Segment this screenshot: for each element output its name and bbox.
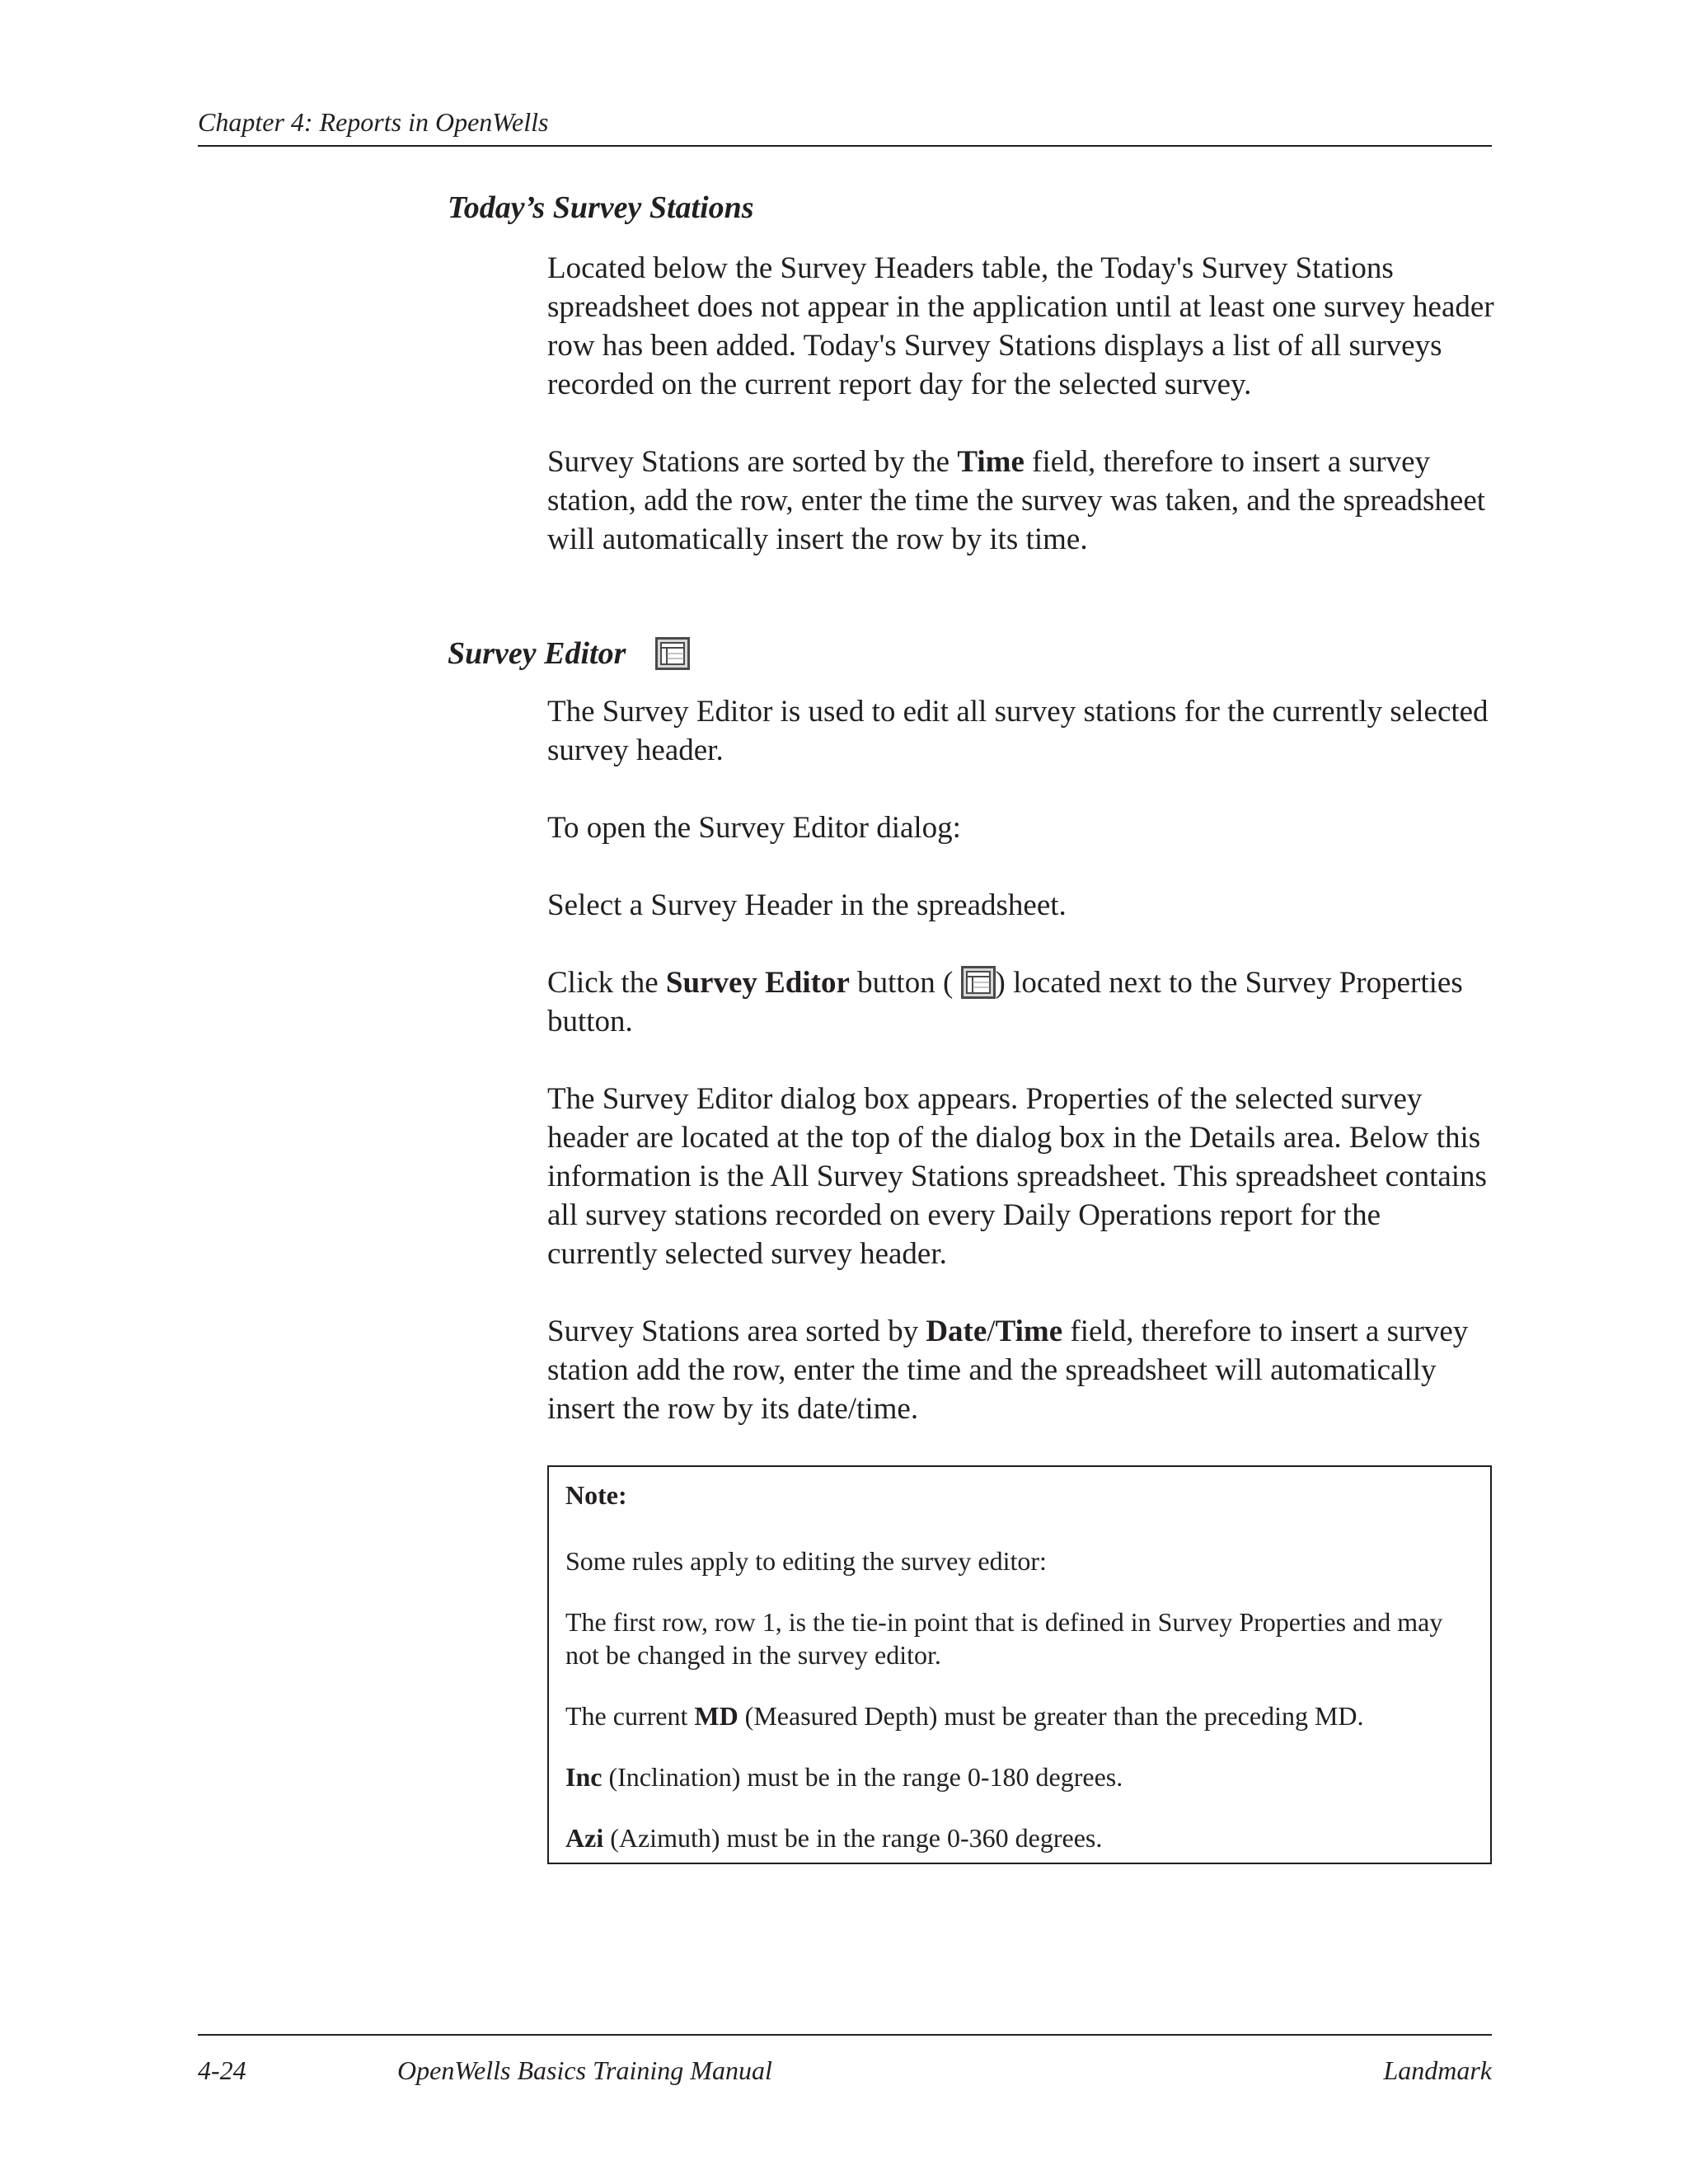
paragraph-text: Survey Stations are sorted by the [547, 445, 958, 479]
paragraph [547, 443, 1495, 559]
section-body-todays-survey-stations [547, 249, 1495, 559]
note-term-inc: Inc [565, 1762, 603, 1792]
section-heading-text: Today’s Survey Stations [448, 190, 754, 225]
survey-editor-label: Survey Editor [665, 966, 850, 1000]
company-name: Landmark [1383, 2055, 1492, 2085]
note-box [547, 1465, 1492, 1864]
note-intro: Some rules apply to editing the survey editor: [565, 1546, 1047, 1576]
note-text: (Azimuth) must be in the range 0-360 degrees. [603, 1823, 1103, 1853]
field-name-date: Date [926, 1315, 987, 1348]
note-title: Note: [565, 1480, 627, 1510]
manual-title: OpenWells Basics Training Manual [397, 2055, 772, 2085]
page-number: 4-24 [198, 2055, 246, 2085]
paragraph [547, 249, 1495, 404]
chapter-title: Chapter 4: Reports in OpenWells [198, 107, 549, 137]
paragraph-text: The Survey Editor is used to edit all survey stations for the currently selected survey header. [547, 695, 1489, 767]
section-heading-text: Survey Editor [448, 636, 626, 671]
note-text: (Inclination) must be in the range 0-180 degrees. [602, 1762, 1123, 1792]
paragraph [547, 1312, 1495, 1428]
paragraph-text: The Survey Editor dialog box appears. Properties of the selected survey header are located at the top of the dialog box in the Details area. Below this information is the All Survey Stations spreadsheet. This spreadsheet contains all survey stations recorded on every Daily Operations report for the currently selected survey header. [547, 1082, 1487, 1271]
note-rule: The first row, row 1, is the tie-in point that is defined in Survey Properties and may not be changed in the survey editor. [565, 1607, 1443, 1670]
paragraph-text: To open the Survey Editor dialog: [547, 811, 961, 845]
note-rule [565, 1760, 1474, 1793]
paragraph-text: Located below the Survey Headers table, the Today's Survey Stations spreadsheet does not appear in the application until at least one survey header row has been added. Today's Survey Stations displays a list of all surveys recorded on the current report day for the selected survey. [547, 251, 1494, 401]
paragraph [547, 963, 1495, 1041]
paragraph [547, 1080, 1495, 1273]
note-text: (Measured Depth) must be greater than the preceding MD. [738, 1701, 1364, 1731]
survey-editor-icon [655, 637, 690, 670]
paragraph-text: Click the [547, 966, 666, 1000]
note-rule [565, 1821, 1474, 1854]
note-text: The current [565, 1701, 695, 1731]
paragraph-text: Select a Survey Header in the spreadsheet. [547, 888, 1067, 922]
running-footer [198, 2034, 1492, 2085]
paragraph-text: ) located next to the Survey Properties button. [547, 966, 1463, 1038]
paragraph-text: button ( [849, 966, 961, 1000]
running-header [198, 105, 1492, 147]
note-rule [565, 1699, 1474, 1732]
note-term-azi: Azi [565, 1823, 604, 1853]
paragraph-text: field, therefore to insert a survey station add the row, enter the time and the spreadsheet will automatically insert the row by its date/time. [547, 1315, 1469, 1426]
note-term-md: MD [694, 1701, 738, 1731]
paragraph-text: field, therefore to insert a survey station, add the row, enter the time the survey was taken, and the spreadsheet will automatically insert the row by its time. [547, 445, 1486, 556]
field-name-time: Time [957, 445, 1025, 479]
section-body-survey-editor [547, 692, 1495, 1428]
paragraph-text: Survey Stations area sorted by [547, 1315, 926, 1348]
paragraph [547, 886, 1495, 925]
paragraph-text: / [987, 1315, 996, 1348]
paragraph [547, 808, 1495, 847]
paragraph [547, 692, 1495, 770]
section-heading-todays-survey-stations [448, 188, 754, 227]
survey-editor-button-icon [961, 966, 996, 999]
field-name-time: Time [995, 1315, 1063, 1348]
section-heading-survey-editor [448, 634, 690, 673]
